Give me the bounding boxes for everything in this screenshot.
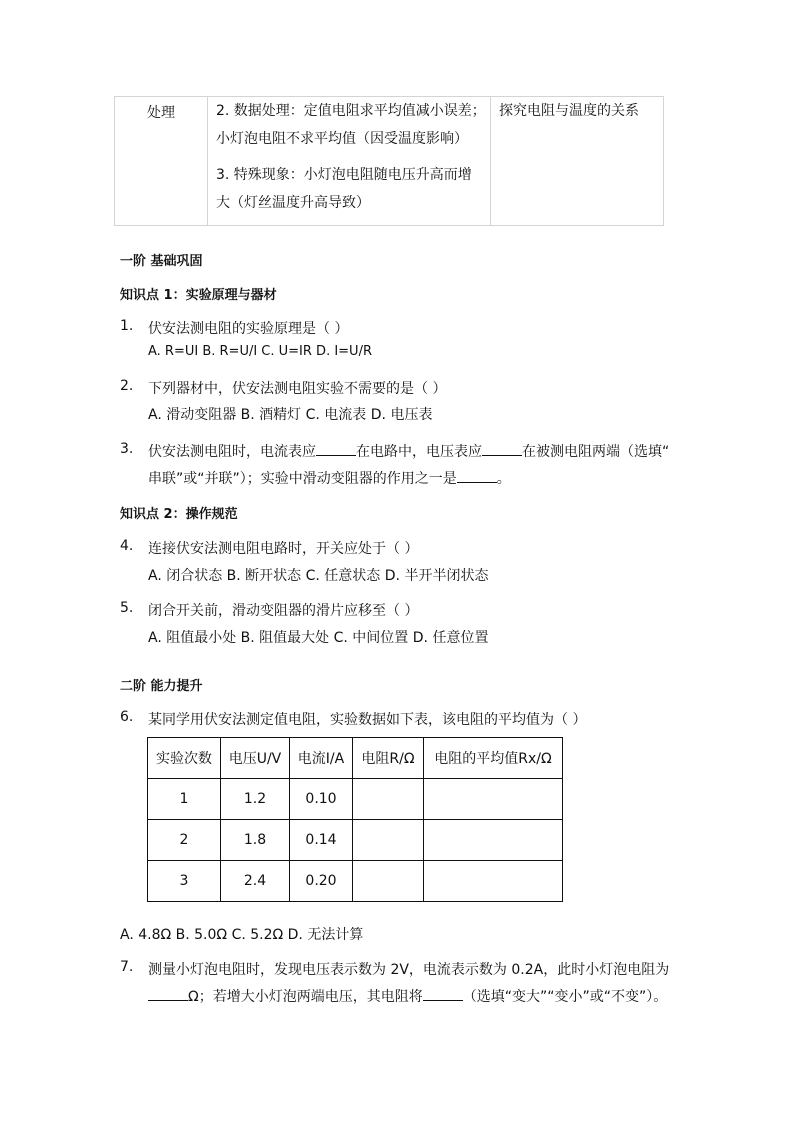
table-row <box>148 820 563 861</box>
header-current: 电流I/A <box>290 738 353 779</box>
q5-number: 5. <box>120 600 134 616</box>
q2-text: 下列器材中，伏安法测电阻实验不需要的是（ ） <box>148 381 447 397</box>
cell-resistance <box>353 779 424 820</box>
q3-blank-2 <box>482 443 522 456</box>
cell-trial: 3 <box>148 861 221 902</box>
cell-current: 0.10 <box>290 779 353 820</box>
q4-options: A. 闭合状态 B. 断开状态 C. 任意状态 D. 半开半闭状态 <box>148 568 489 584</box>
q3-line2-a: 串联”或“并联”）；实验中滑动变阻器的作用之一是 <box>148 471 457 487</box>
cell-resistance <box>353 861 424 902</box>
summary-table <box>114 96 664 226</box>
mid-text-1a: 2. 数据处理：定值电阻求平均值减小误差； <box>216 103 486 119</box>
q4-number: 4. <box>120 538 134 554</box>
section1-title: 一阶 基础巩固 <box>120 254 203 269</box>
knowledge-point-1: 知识点 1：实验原理与器材 <box>120 288 277 303</box>
q3-line1-b: 在电路中，电压表应 <box>356 444 482 460</box>
q3-line2-b: 。 <box>496 471 511 487</box>
header-trial: 实验次数 <box>148 738 221 779</box>
mid-text-1b: 小灯泡电阻不求平均值（因受温度影响） <box>216 131 468 147</box>
header-voltage: 电压U/V <box>221 738 290 779</box>
q3-line2 <box>148 468 511 488</box>
q5-options: A. 阻值最小处 B. 阻值最大处 C. 中间位置 D. 任意位置 <box>148 630 489 646</box>
q7-blank-2 <box>423 988 463 1001</box>
q2-number: 2. <box>120 378 134 394</box>
q1-options: A. R=UI B. R=U/I C. U=IR D. I=U/R <box>148 344 372 359</box>
q7-line2 <box>148 986 667 1006</box>
cell-average <box>424 861 563 902</box>
q3-blank-1 <box>316 443 356 456</box>
q1-number: 1. <box>120 318 134 334</box>
table-mid-cell <box>208 97 491 226</box>
cell-average <box>424 779 563 820</box>
q3-line1 <box>148 441 669 461</box>
q7-line2-a: Ω；若增大小灯泡两端电压，其电阻将 <box>188 989 423 1005</box>
q6-number: 6. <box>120 709 134 725</box>
cell-voltage: 2.4 <box>221 861 290 902</box>
q2-options: A. 滑动变阻器 B. 酒精灯 C. 电流表 D. 电压表 <box>148 407 433 423</box>
section2-title: 二阶 能力提升 <box>120 679 203 694</box>
table-right-cell <box>491 97 664 226</box>
q1-text: 伏安法测电阻的实验原理是（ ） <box>148 321 349 337</box>
mid-text-2a: 3. 特殊现象：小灯泡电阻随电压升高而增 <box>216 167 472 183</box>
mid-text-2b: 大（灯丝温度升高导致） <box>216 195 370 211</box>
q3-blank-3 <box>457 470 497 483</box>
cell-voltage: 1.2 <box>221 779 290 820</box>
q6-data-table <box>147 737 563 902</box>
q6-options: A. 4.8Ω B. 5.0Ω C. 5.2Ω D. 无法计算 <box>120 927 364 943</box>
q7-line2-b: （选填“变大”“变小”或“不变”）。 <box>462 989 668 1005</box>
q7-number: 7. <box>120 959 134 975</box>
q3-line1-a: 伏安法测电阻时，电流表应 <box>148 444 316 460</box>
knowledge-point-2: 知识点 2：操作规范 <box>120 507 238 522</box>
cell-current: 0.14 <box>290 820 353 861</box>
cell-resistance <box>353 820 424 861</box>
q3-line1-c: 在被测电阻两端（选填“ <box>522 444 670 460</box>
header-average: 电阻的平均值Rx/Ω <box>424 738 563 779</box>
right-text: 探究电阻与温度的关系 <box>499 103 639 119</box>
cell-voltage: 1.8 <box>221 820 290 861</box>
row-label: 处理 <box>147 105 175 121</box>
cell-average <box>424 820 563 861</box>
cell-current: 0.20 <box>290 861 353 902</box>
header-resistance: 电阻R/Ω <box>353 738 424 779</box>
cell-trial: 2 <box>148 820 221 861</box>
q5-text: 闭合开关前，滑动变阻器的滑片应移至（ ） <box>148 603 419 619</box>
q7-blank-1 <box>148 988 188 1001</box>
cell-trial: 1 <box>148 779 221 820</box>
q3-number: 3. <box>120 441 134 457</box>
q4-text: 连接伏安法测电阻电路时，开关应处于（ ） <box>148 541 419 557</box>
table-label-cell <box>115 97 208 226</box>
q7-line1: 测量小灯泡电阻时，发现电压表示数为 2V，电流表示数为 0.2A，此时小灯泡电阻为 <box>148 962 670 978</box>
table-header-row <box>148 738 563 779</box>
q6-text: 某同学用伏安法测定值电阻，实验数据如下表，该电阻的平均值为（ ） <box>148 712 587 728</box>
table-row <box>148 861 563 902</box>
table-row <box>148 779 563 820</box>
